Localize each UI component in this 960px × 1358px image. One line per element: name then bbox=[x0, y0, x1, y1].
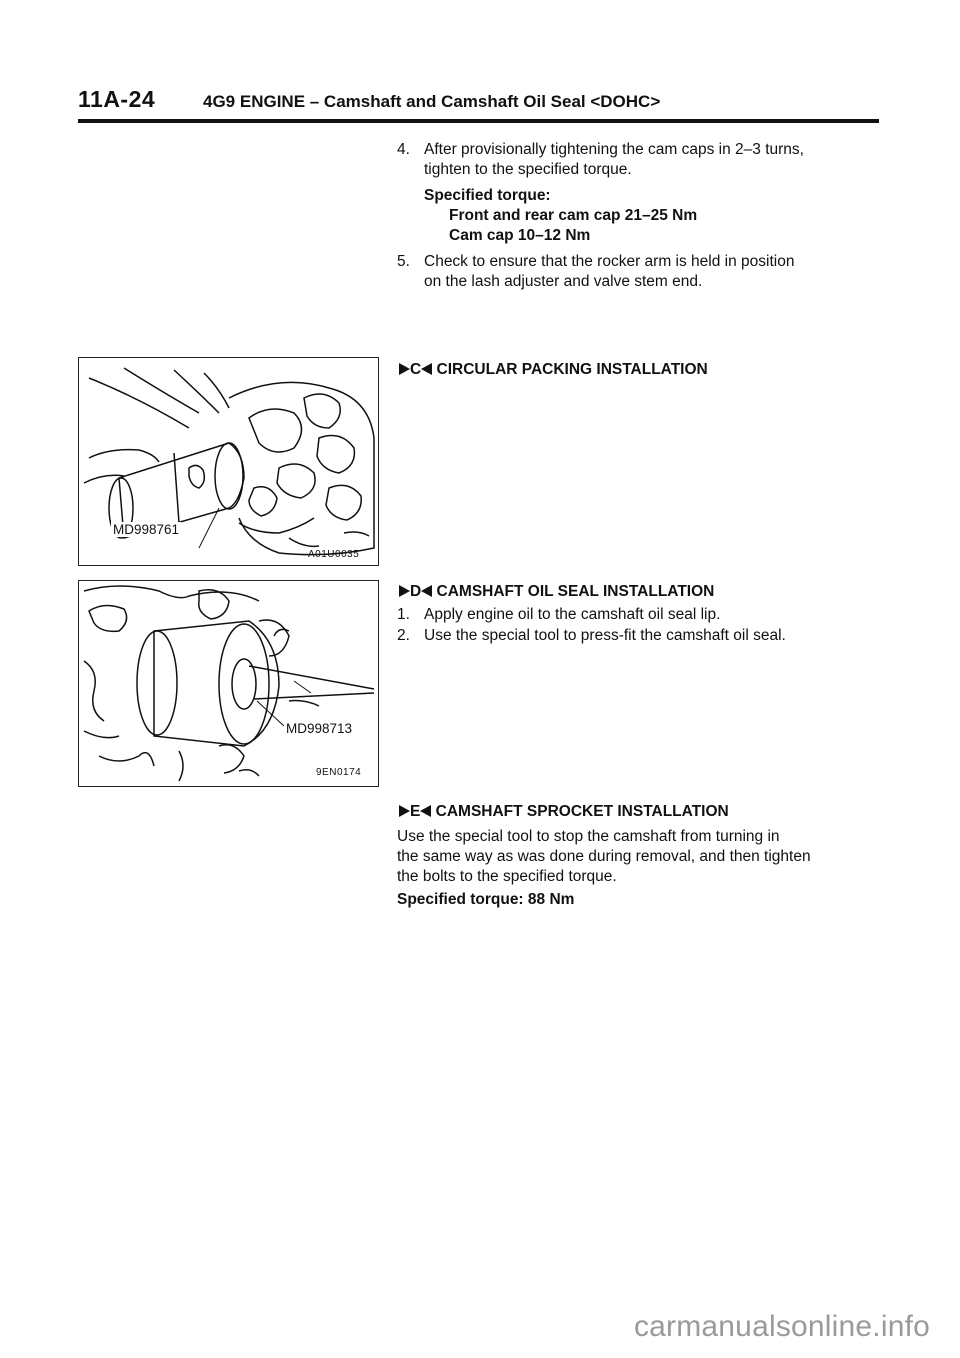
tool-label-md998761: MD998761 bbox=[113, 522, 180, 537]
step-5-line-2: on the lash adjuster and valve stem end. bbox=[424, 273, 703, 290]
figure-code: A01U0035 bbox=[308, 549, 360, 560]
step-4-line-1: After provisionally tightening the cam caps in 2–3 turns, bbox=[424, 141, 804, 158]
section-d-heading bbox=[399, 582, 714, 602]
step-4-line-2: tighten to the specified torque. bbox=[424, 161, 632, 178]
left-triangle-icon bbox=[420, 805, 431, 817]
step-4-spec-label: Specified torque: bbox=[424, 187, 551, 204]
left-triangle-icon bbox=[421, 363, 432, 375]
section-c-heading bbox=[399, 360, 708, 380]
section-d-step-1-number: 1. bbox=[397, 606, 410, 623]
section-e-line-2: the same way as was done during removal, and then tighten bbox=[397, 848, 811, 865]
section-c-letter: C bbox=[410, 361, 422, 378]
figure-code: 9EN0174 bbox=[316, 767, 362, 778]
section-d-step-1-text: Apply engine oil to the camshaft oil seal lip. bbox=[424, 606, 721, 623]
header-rule bbox=[78, 119, 879, 123]
section-d-letter: D bbox=[410, 583, 422, 600]
section-e-line-1: Use the special tool to stop the camshaft from turning in bbox=[397, 828, 780, 845]
page-title: 4G9 ENGINE – Camshaft and Camshaft Oil Seal <DOHC> bbox=[203, 92, 661, 111]
tool-label-md998713: MD998713 bbox=[286, 721, 353, 736]
section-d-title: CAMSHAFT OIL SEAL INSTALLATION bbox=[436, 583, 715, 600]
right-triangle-icon bbox=[399, 805, 410, 817]
step-4-number: 4. bbox=[397, 141, 410, 158]
section-c-title: CIRCULAR PACKING INSTALLATION bbox=[436, 361, 708, 378]
left-triangle-icon bbox=[421, 585, 432, 597]
step-4-spec-2: Cam cap 10–12 Nm bbox=[449, 227, 591, 244]
page-header bbox=[78, 80, 878, 120]
section-d-step-2-text: Use the special tool to press-fit the camshaft oil seal. bbox=[424, 627, 786, 644]
section-e-title: CAMSHAFT SPROCKET INSTALLATION bbox=[435, 803, 729, 820]
step-5-line-1: Check to ensure that the rocker arm is held in position bbox=[424, 253, 795, 270]
section-e-spec: Specified torque: 88 Nm bbox=[397, 891, 575, 908]
right-triangle-icon bbox=[399, 363, 410, 375]
section-e-letter: E bbox=[410, 803, 421, 820]
right-triangle-icon bbox=[399, 585, 410, 597]
figure-camshaft-oil-seal bbox=[78, 580, 379, 787]
camshaft-oil-seal-illustration bbox=[79, 581, 378, 786]
step-5-number: 5. bbox=[397, 253, 410, 270]
section-d-step-2-number: 2. bbox=[397, 627, 410, 644]
step-4-spec-1: Front and rear cam cap 21–25 Nm bbox=[449, 207, 698, 224]
watermark-text: carmanualsonline.info bbox=[633, 1310, 930, 1343]
section-e-heading bbox=[399, 802, 729, 822]
section-e-line-3: the bolts to the specified torque. bbox=[397, 868, 617, 885]
figure-circular-packing bbox=[78, 357, 379, 566]
page-number: 11A-24 bbox=[78, 86, 156, 112]
